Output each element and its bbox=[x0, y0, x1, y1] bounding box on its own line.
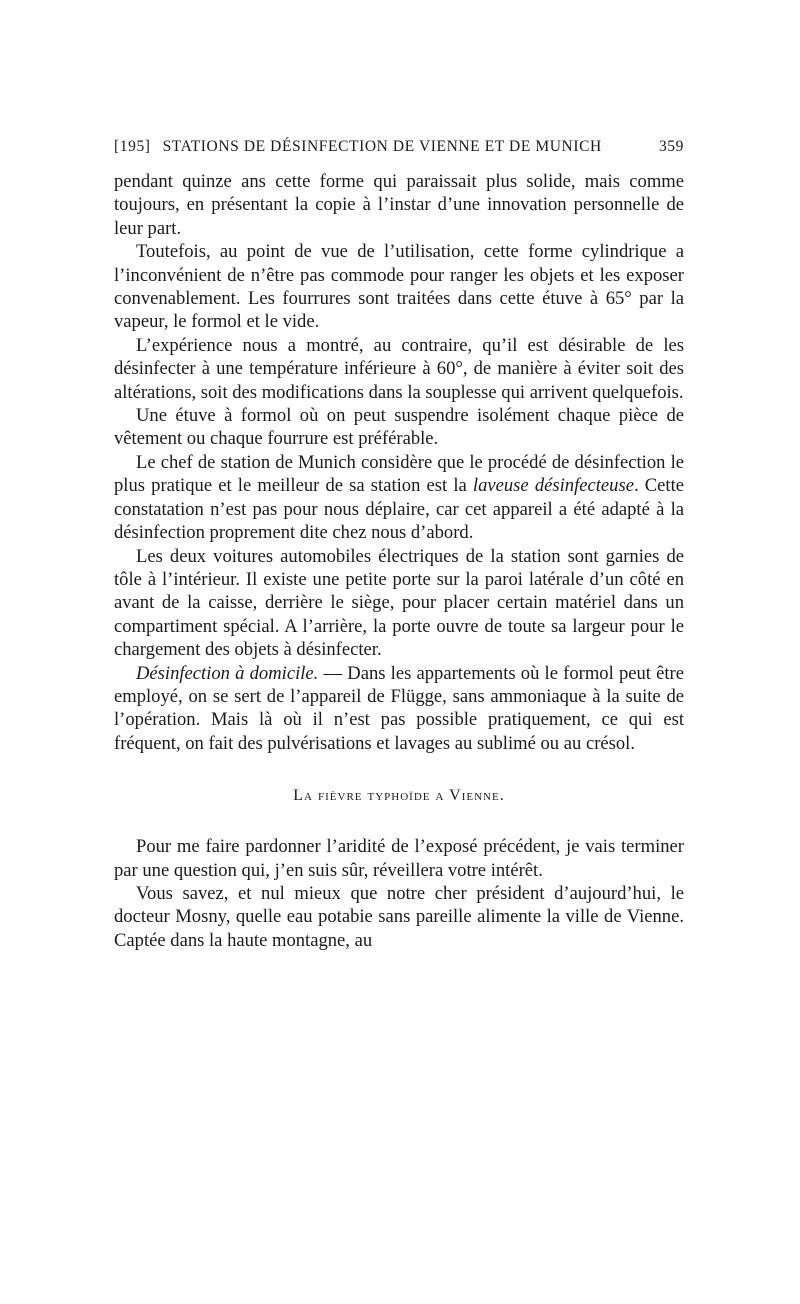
section-title: La fièvre typhoïde a Vienne. bbox=[293, 787, 505, 805]
section-paragraph-2: Vous savez, et nul mieux que notre cher président d’aujourd’hui, le docteur Mosny, quelle eau potabie sans pareille alimente la ville de Vienne. Captée dans la haute montagne, au bbox=[114, 882, 684, 951]
page bbox=[114, 138, 684, 952]
paragraph-3: L’expérience nous a montré, au contraire, qu’il est désirable de les désinfecter à une température inférieure à 60°, de manière à éviter soit des altérations, soit des modifications dans la souplesse qui arrivent quelquefois. bbox=[114, 334, 684, 403]
paragraph-1: pendant quinze ans cette forme qui paraissait plus solide, mais comme toujours, en présentant la copie à l’instar d’une innovation personnelle de leur part. bbox=[114, 171, 684, 239]
running-title: STATIONS DE DÉSINFECTION DE VIENNE ET DE MUNICH bbox=[162, 138, 602, 155]
paragraph-6: Les deux voitures automobiles électriques de la station sont garnies de tôle à l’intérieur. Il existe une petite porte sur la paroi latérale d’un côté en avant de la caisse, derrière le siège, pour placer certain matériel dans un compartiment spécial. A l’arrière, la porte ouvre de toute sa largeur pour le chargement des objets à désinfecter. bbox=[114, 545, 684, 661]
paragraph-7 bbox=[114, 662, 684, 756]
paragraph-5-text-end: . Cette constatation n’est pas pour nous déplaire, car cet appareil a été adapté à la désinfection proprement dite chez nous d’abord. bbox=[114, 475, 684, 544]
page-reference: [195] bbox=[114, 138, 151, 155]
paragraph-5-emphasis: laveuse désinfecteuse bbox=[472, 475, 634, 497]
paragraph-7-heading: Désinfection à domicile. bbox=[136, 662, 319, 684]
paragraph-4: Une étuve à formol où on peut suspendre isolément chaque pièce de vêtement ou chaque fourrure est préférable. bbox=[114, 405, 684, 450]
paragraph-5-text-start: Le chef de station de Munich considère que le procédé de désinfection le plus pratique et le meilleur de sa station est la bbox=[114, 451, 684, 497]
paragraph-2: Toutefois, au point de vue de l’utilisation, cette forme cylindrique a l’inconvénient de n’être pas commode pour ranger les objets et les exposer convenablement. Les fourrures sont traitées dans cette étuve à 65° par la vapeur, le formol et le vide. bbox=[114, 241, 684, 333]
paragraph-5 bbox=[114, 451, 684, 545]
page-number: 359 bbox=[658, 138, 684, 155]
section-paragraph-1: Pour me faire pardonner l’aridité de l’exposé précédent, je vais terminer par une question qui, j’en suis sûr, réveillera votre intérêt. bbox=[114, 836, 684, 881]
paragraph-7-text: — Dans les appartements où le formol peut être employé, on se sert de l’appareil de Flügge, sans ammoniaque à la suite de l’opération. Mais là où il n’est pas possible pratiquement, ce qui est fréquent, on fait des pulvérisations et lavages au sublimé ou au crésol. bbox=[114, 662, 684, 754]
running-head bbox=[114, 138, 684, 156]
